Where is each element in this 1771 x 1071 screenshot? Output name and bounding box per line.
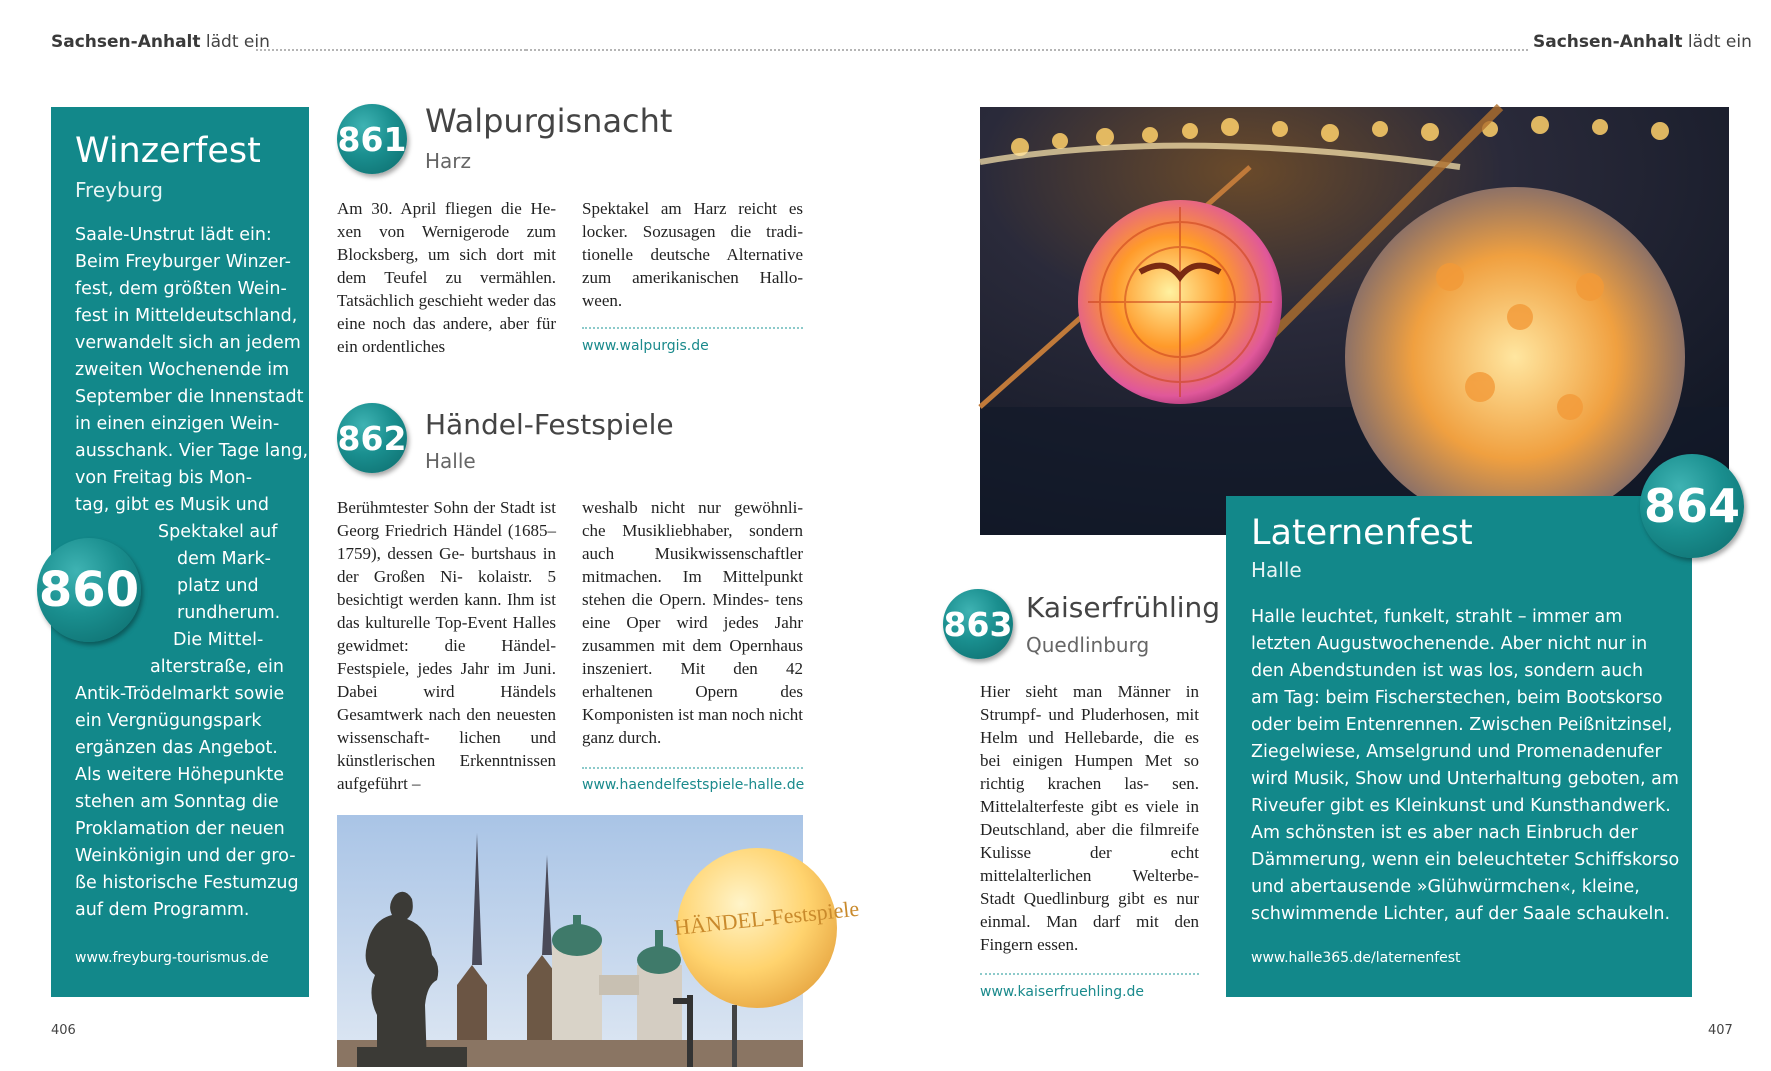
winzerfest-text-line: ße historische Festumzug [75, 873, 299, 893]
winzerfest-url[interactable]: www.freyburg-tourismus.de [75, 950, 269, 966]
laternenfest-text-line: den Abendstunden ist was los, sondern auch [1251, 661, 1644, 681]
header-dotted-rule-right [526, 49, 1528, 51]
walpurgisnacht-link[interactable]: www.walpurgis.de [582, 338, 709, 354]
winzerfest-text-line: Proklamation der neuen [75, 819, 285, 839]
laternenfest-text-line: Ziegelwiese, Amselgrund und Promenadenufer [1251, 742, 1662, 762]
winzerfest-text-line: stehen am Sonntag die [75, 792, 279, 812]
winzerfest-text-line: fest, dem größten Wein- [75, 279, 287, 299]
laternenfest-text-line: wird Musik, Show und Unterhaltung geboten, am [1251, 769, 1679, 789]
header-right-rest: lädt ein [1682, 32, 1752, 52]
haendel-text-col2: weshalb nicht nur gewöhnli- che Musikliebhaber, sondern auch Musikwissenschaftler mitmachen. Im Mittelpunkt stehen die Opern. Mindes- tens eine Oper wird jedes Jahr zusammen mit dem Opernhaus inszeniert. Mit den 42 erhaltenen Opern des Komponisten ist man noch nicht ganz durch. [582, 498, 803, 747]
winzerfest-text-line: rundherum. [177, 603, 281, 623]
laternenfest-text-line: Dämmerung, wenn ein beleuchteter Schiffskorso [1251, 850, 1680, 870]
kaiserfruehling-text: Hier sieht man Männer in Strumpf- und Pluderhosen, mit Helm und Hellebarde, die es bei einigen Humpen Met so richtig krachen las- sen. Mittelalterfeste gibt es viele in Deutschland, aber die filmreife Kulisse der echt mittelalterlichen Welterbe- Stadt Quedlinburg gibt es nur einmal. Man darf mit den Fingern essen. [980, 682, 1199, 954]
haendel-photo-illustration [337, 815, 861, 1067]
laternenfest-box [1226, 496, 1692, 997]
winzerfest-text-line: platz und [177, 576, 259, 596]
haendel-divider [582, 767, 803, 769]
header-right-bold: Sachsen-Anhalt [1533, 32, 1683, 52]
winzerfest-text-line: Als weitere Höhepunkte [75, 765, 285, 785]
winzerfest-text-line: ergänzen das Angebot. [75, 738, 278, 758]
running-header-left [51, 32, 270, 52]
entry-number-863-badge: 863 [943, 589, 1013, 659]
entry-number-860-badge: 860 [37, 538, 141, 642]
laternenfest-text-line: oder beim Entenrennen. Zwischen Peißnitzinsel, [1251, 715, 1673, 735]
winzerfest-text-line: ein Vergnügungspark [75, 711, 262, 731]
winzerfest-text-line: Weinkönigin und der gro- [75, 846, 296, 866]
winzerfest-text-line: verwandelt sich an jedem [75, 333, 301, 353]
laternenfest-subtitle: Halle [1251, 558, 1302, 582]
winzerfest-text-line: in einen einzigen Wein- [75, 414, 280, 434]
laternenfest-text [1251, 604, 1687, 928]
winzerfest-text-line: alterstraße, ein [150, 657, 284, 677]
entry-number-862-badge: 862 [337, 403, 407, 473]
laternenfest-text-line: Riveufer gibt es Kleinkunst und Kunsthandwerk. [1251, 796, 1671, 816]
winzerfest-text-line: dem Mark- [177, 549, 271, 569]
walpurgisnacht-text-col1: Am 30. April fliegen die He- xen von Wernigerode zum Blocksberg, um sich dort mit dem Teufel zu vermählen. Tatsächlich geschieht weder das eine noch das andere, aber für ein ordentliches [337, 199, 556, 356]
laternenfest-text-line: Halle leuchtet, funkelt, strahlt – immer am [1251, 607, 1623, 627]
walpurgisnacht-text-col2: Spektakel am Harz reicht es locker. Sozusagen die tradi- tionelle deutsche Alternative zum amerikanischen Hallo- ween. [582, 199, 803, 310]
entry-number-864-badge: 864 [1640, 454, 1744, 558]
winzerfest-text-line: Saale-Unstrut lädt ein: [75, 225, 272, 245]
laternenfest-text-line: am Tag: beim Fischerstechen, beim Bootskorso [1251, 688, 1663, 708]
winzerfest-text-line: zweiten Wochenende im [75, 360, 290, 380]
haendel-text-col1: Berühmtester Sohn der Stadt ist Georg Friedrich Händel (1685–1759), dessen Ge- burtshaus in der Großen Ni- kolaistr. 5 besichtigt werden kann. Ihm ist das kulturelle Top-Event Halles gewidmet: die Händel-Festspiele, jedes Jahr im Juni. Dabei wird Händels Gesamtwerk nach den neuesten wissenschaft- lichen und künstlerischen Erkenntnissen aufgeführt – [337, 498, 556, 793]
walpurgisnacht-subtitle: Harz [425, 149, 472, 173]
kaiserfruehling-subtitle: Quedlinburg [1026, 633, 1150, 657]
laternenfest-text-line: letzten Augustwochenende. Aber nicht nur in [1251, 634, 1648, 654]
haendel-photo [337, 815, 861, 1067]
page-number-right: 407 [1708, 1023, 1733, 1038]
header-left-rest: lädt ein [200, 32, 270, 52]
laternenfest-title: Laternenfest [1251, 513, 1473, 553]
kaiserfruehling-link[interactable]: www.kaiserfruehling.de [980, 984, 1145, 1000]
lantern-photo [980, 107, 1729, 535]
winzerfest-text-line: Spektakel auf [158, 522, 278, 542]
laternenfest-text-line: Am schönsten ist es aber nach Einbruch der [1251, 823, 1638, 843]
winzerfest-text-line: Antik-Trödelmarkt sowie [75, 684, 285, 704]
winzerfest-text-line: tag, gibt es Musik und [75, 495, 269, 515]
haendel-festspiele-title: Händel-Festspiele [425, 408, 674, 441]
winzerfest-text-line: ausschank. Vier Tage lang, [75, 441, 309, 461]
running-header-right [1533, 32, 1752, 52]
laternenfest-text-line: schwimmende Lichter, auf der Saale schaukeln. [1251, 904, 1671, 924]
winzerfest-text-line: September die Innenstadt [75, 387, 304, 407]
laternenfest-text-line: und abertausende »Glühwürmchen«, kleine, [1251, 877, 1640, 897]
walpurgisnacht-title: Walpurgisnacht [425, 102, 673, 140]
winzerfest-subtitle: Freyburg [75, 178, 163, 202]
winzerfest-text-line: Die Mittel- [173, 630, 264, 650]
entry-number-861-badge: 861 [337, 104, 407, 174]
walpurgisnacht-divider [582, 327, 803, 329]
page-number-left: 406 [51, 1023, 76, 1038]
balloon-label: HÄNDEL-Festspiele [672, 895, 861, 940]
header-left-bold: Sachsen-Anhalt [51, 32, 201, 52]
laternenfest-url[interactable]: www.halle365.de/laternenfest [1251, 950, 1461, 966]
kaiserfruehling-title: Kaiserfrühling [1026, 591, 1221, 624]
winzerfest-text-line: fest in Mitteldeutschland, [75, 306, 298, 326]
winzerfest-text-line: von Freitag bis Mon- [75, 468, 253, 488]
winzerfest-text-line: Beim Freyburger Winzer- [75, 252, 291, 272]
winzerfest-title: Winzerfest [75, 131, 261, 171]
header-dotted-rule-left [256, 49, 526, 51]
kaiserfruehling-divider [980, 973, 1199, 975]
winzerfest-text-line: auf dem Programm. [75, 900, 250, 920]
haendel-festspiele-subtitle: Halle [425, 449, 476, 473]
lantern-photo-illustration [980, 107, 1729, 535]
haendel-link[interactable]: www.haendelfestspiele-halle.de [582, 777, 805, 793]
